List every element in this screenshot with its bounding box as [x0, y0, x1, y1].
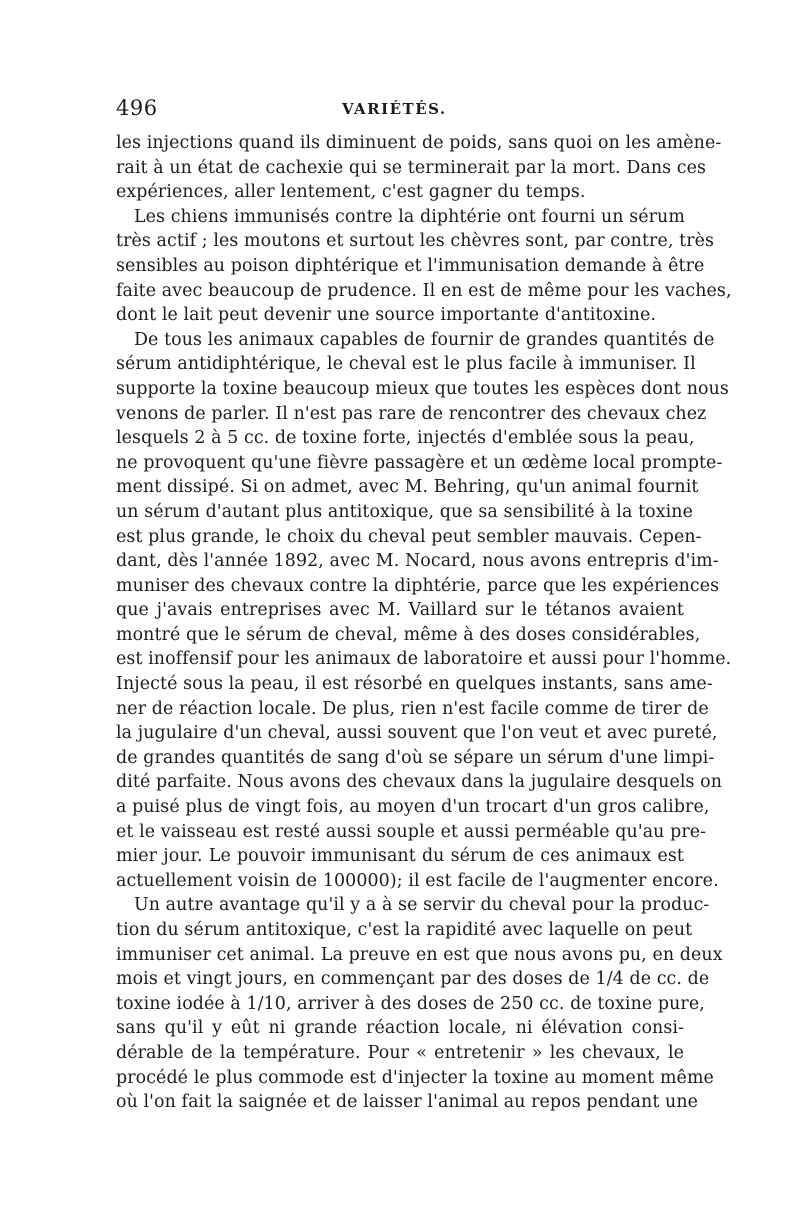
page-header [116, 96, 686, 120]
text-line: montré que le sérum de cheval, même à des doses considérables, [116, 624, 701, 645]
text-line: expériences, aller lentement, c'est gagner du temps. [116, 182, 586, 203]
text-line: actuellement voisin de 100000); il est facile de l'augmenter encore. [116, 870, 719, 891]
text-line: et le vaisseau est resté aussi souple et aussi perméable qu'au pre- [116, 821, 707, 842]
text-line: procédé le plus commode est d'injecter la toxine au moment même [116, 1067, 714, 1088]
text-line: immuniser cet animal. La preuve en est que nous avons pu, en deux [116, 944, 723, 965]
text-line: toxine iodée à 1/10, arriver à des doses de 250 cc. de toxine pure, [116, 993, 705, 1014]
text-line: faite avec beaucoup de prudence. Il en est de même pour les vaches, [116, 280, 732, 301]
text-line: Les chiens immunisés contre la diphtérie ont fourni un sérum [134, 206, 685, 227]
text-line: venons de parler. Il n'est pas rare de rencontrer des chevaux chez [116, 403, 707, 424]
text-line: muniser des chevaux contre la diphtérie, parce que les expériences [116, 575, 720, 596]
text-line: dérable de la température. Pour « entretenir » les chevaux, le [116, 1042, 684, 1063]
text-line: lesquels 2 à 5 cc. de toxine forte, injectés d'emblée sous la peau, [116, 428, 695, 449]
text-line: les injections quand ils diminuent de poids, sans quoi on les amène- [116, 133, 722, 153]
text-line: De tous les animaux capables de fournir de grandes quantités de [134, 329, 715, 350]
text-line: a puisé plus de vingt fois, au moyen d'un trocart d'un gros calibre, [116, 797, 710, 818]
text-line: tion du sérum antitoxique, c'est la rapidité avec laquelle on peut [116, 920, 693, 940]
text-line: dité parfaite. Nous avons des chevaux dans la jugulaire desquels on [116, 772, 723, 793]
text-line: est plus grande, le choix du cheval peut sembler mauvais. Cepen- [116, 526, 702, 547]
text-line: ner de réaction locale. De plus, rien n'est facile comme de tirer de [116, 698, 709, 719]
text-line: ne provoquent qu'une fièvre passagère et un œdème local prompte- [116, 452, 723, 473]
text-line: sérum antidiphtérique, le cheval est le plus facile à immuniser. Il [116, 354, 696, 375]
text-line: ment dissipé. Si on admet, avec M. Behring, qu'un animal fournit [116, 477, 699, 498]
text-line: la jugulaire d'un cheval, aussi souvent que l'on veut et avec pureté, [116, 723, 718, 744]
text-line: très actif ; les moutons et surtout les chèvres sont, par contre, très [116, 231, 715, 252]
text-line: que j'avais entreprises avec M. Vaillard sur le tétanos avaient [116, 600, 684, 621]
text-line: supporte la toxine beaucoup mieux que toutes les espèces dont nous [116, 378, 729, 399]
text-line: dant, dès l'année 1892, avec M. Nocard, nous avons entrepris d'im- [116, 551, 719, 572]
text-line: où l'on fait la saignée et de laisser l'animal au repos pendant une [116, 1092, 699, 1113]
text-line: rait à un état de cachexie qui se terminerait par la mort. Dans ces [116, 157, 707, 178]
text-line: mier jour. Le pouvoir immunisant du sérum de ces animaux est [116, 846, 684, 867]
page-number: 496 [116, 96, 158, 120]
text-line: sensibles au poison diphtérique et l'immunisation demande à être [116, 255, 705, 276]
text-line: dont le lait peut devenir une source importante d'antitoxine. [116, 305, 656, 326]
text-line: sans qu'il y eût ni grande réaction locale, ni élévation consi- [116, 1018, 684, 1039]
body-text [116, 131, 732, 1115]
text-line: Un autre avantage qu'il y a à se servir du cheval pour la produc- [134, 895, 710, 916]
text-line: Injecté sous la peau, il est résorbé en quelques instants, sans ame- [116, 674, 713, 695]
text-line: un sérum d'autant plus antitoxique, que sa sensibilité à la toxine [116, 501, 693, 522]
running-head: VARIÉTÉS. [342, 100, 447, 118]
text-line: mois et vingt jours, en commençant par des doses de 1/4 de cc. de [116, 969, 710, 990]
text-line: est inoffensif pour les animaux de laboratoire et aussi pour l'homme. [116, 649, 732, 670]
text-line: de grandes quantités de sang d'où se sépare un sérum d'une limpi- [116, 747, 715, 768]
